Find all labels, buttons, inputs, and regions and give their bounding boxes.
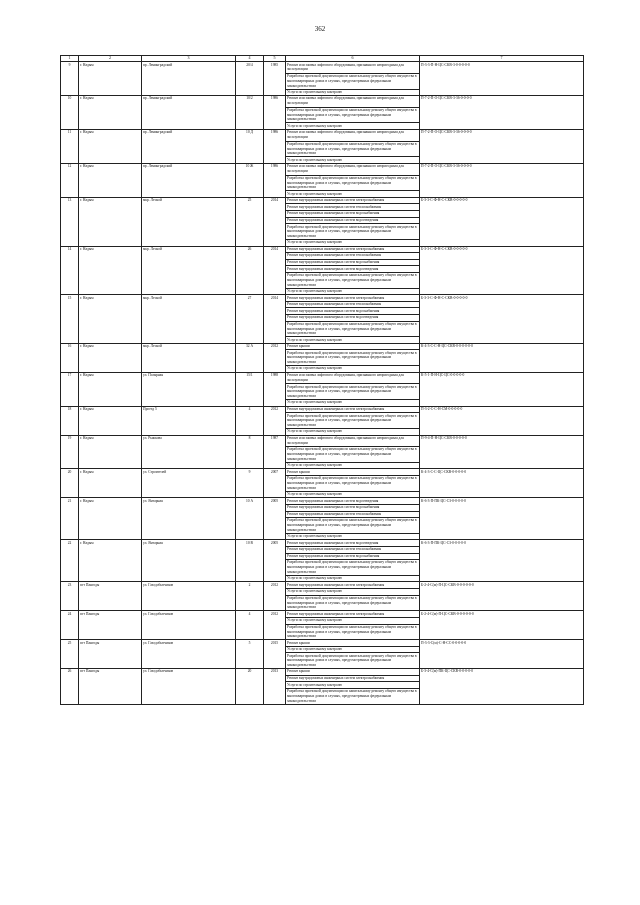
house-number: 20/4 bbox=[236, 62, 264, 96]
work-type: Разработка проектной документации по капитальному ремонту общего имущества в многоквартирных домах в случаях, предусмотренных федеральным законодательством bbox=[286, 272, 420, 288]
build-year: 1988 bbox=[264, 372, 286, 406]
work-type: Ремонт или замена лифтового оборудования, признанного непригодным для эксплуатации bbox=[286, 163, 420, 175]
build-year: 1986 bbox=[264, 130, 286, 164]
work-type: Ремонт крыши bbox=[286, 669, 420, 676]
work-type: Ремонт крыши bbox=[286, 469, 420, 476]
city: пгт Пангоды bbox=[79, 611, 142, 640]
work-type: Услуги по строительному контролю bbox=[286, 400, 420, 407]
row-number: 9 bbox=[61, 62, 79, 96]
house-number: 4 bbox=[236, 611, 264, 640]
row-number: 14 bbox=[61, 246, 79, 295]
work-type: Ремонт внутридомовых инженерных систем теплоснабжения bbox=[286, 253, 420, 260]
column-number: 5 bbox=[264, 56, 286, 62]
house-row bbox=[61, 246, 584, 253]
work-type: Ремонт или замена лифтового оборудования, признанного непригодным для эксплуатации bbox=[286, 435, 420, 447]
row-number: 10 bbox=[61, 96, 79, 130]
work-type: Ремонт или замена лифтового оборудования, признанного непригодным для эксплуатации bbox=[286, 130, 420, 142]
work-type: Разработка проектной документации по капитальному ремонту общего имущества в многоквартирных домах в случаях, предусмотренных федеральным законодательством bbox=[286, 653, 420, 669]
work-type: Разработка проектной документации по капитальному ремонту общего имущества в многоквартирных домах в случаях, предусмотренных федеральным законодательством bbox=[286, 476, 420, 492]
street: мкр. Лесной bbox=[142, 295, 236, 344]
build-year: 1986 bbox=[264, 163, 286, 197]
build-year: 2012 bbox=[264, 582, 286, 611]
house-row bbox=[61, 62, 584, 74]
work-type: Ремонт внутридомовых инженерных систем электроснабжения bbox=[286, 197, 420, 204]
work-type: Ремонт внутридомовых инженерных систем водоотведения bbox=[286, 498, 420, 505]
house-row bbox=[61, 469, 584, 476]
page-number: 362 bbox=[314, 25, 326, 33]
build-year: 2005 bbox=[264, 498, 286, 540]
work-type: Разработка проектной документации по капитальному ремонту общего имущества в многоквартирных домах в случаях, предусмотренных федеральным законодательством bbox=[286, 518, 420, 534]
work-type: Ремонт внутридомовых инженерных систем водоснабжения bbox=[286, 504, 420, 511]
street: ул. Строителей bbox=[142, 469, 236, 498]
work-type: Разработка проектной документации по капитальному ремонту общего имущества в многоквартирных домах в случаях, предусмотренных федеральным законодательством bbox=[286, 624, 420, 640]
street: пр. Ленинградский bbox=[142, 130, 236, 164]
work-type: Разработка проектной документации по капитальному ремонту общего имущества в многоквартирных домах в случаях, предусмотренных федеральным законодательством bbox=[286, 321, 420, 337]
city: г. Надым bbox=[79, 435, 142, 469]
house-row bbox=[61, 295, 584, 302]
building-code: П-7-2-П-О-ЦС-СКВ-3-36-0-0-0-0 bbox=[420, 96, 584, 130]
house-number: 8 bbox=[236, 435, 264, 469]
city: г. Надым bbox=[79, 540, 142, 582]
house-row bbox=[61, 582, 584, 589]
house-row bbox=[61, 640, 584, 647]
work-type: Услуги по строительному контролю bbox=[286, 191, 420, 198]
house-number: 10 В bbox=[236, 540, 264, 582]
work-type: Услуги по строительному контролю bbox=[286, 682, 420, 689]
building-code: П-3-3-С(м)-С-Н-СС-0-0-0-0-0 bbox=[420, 640, 584, 669]
build-year: 2012 bbox=[264, 611, 286, 640]
work-type: Ремонт внутридомовых инженерных систем электроснабжения bbox=[286, 295, 420, 302]
work-type: Ремонт внутридомовых инженерных систем теплоснабжения bbox=[286, 204, 420, 211]
work-type: Услуги по строительному контролю bbox=[286, 123, 420, 130]
building-code: Б-3-4-С(м)-ПК-ЦС-СКВ-0-0-0-0-0 bbox=[420, 669, 584, 704]
house-row bbox=[61, 163, 584, 175]
work-type: Разработка проектной документации по капитальному ремонту общего имущества в многоквартирных домах в случаях, предусмотренных федеральным законодательством bbox=[286, 107, 420, 123]
work-type: Услуги по строительному контролю bbox=[286, 428, 420, 435]
work-type: Ремонт внутридомовых инженерных систем водоснабжения bbox=[286, 553, 420, 560]
work-type: Услуги по строительному контролю bbox=[286, 617, 420, 624]
work-type: Разработка проектной документации по капитальному ремонту общего имущества в многоквартирных домах в случаях, предусмотренных федеральным законодательством bbox=[286, 73, 420, 89]
row-number: 25 bbox=[61, 640, 79, 669]
house-number: 5 bbox=[236, 640, 264, 669]
row-number: 16 bbox=[61, 343, 79, 372]
row-number: 13 bbox=[61, 197, 79, 246]
build-year: 2013 bbox=[264, 669, 286, 704]
work-type: Ремонт внутридомовых инженерных систем электроснабжения bbox=[286, 675, 420, 682]
build-year: 1985 bbox=[264, 62, 286, 96]
work-type: Ремонт внутридомовых инженерных систем теплоснабжения bbox=[286, 511, 420, 518]
city: пгт Пангоды bbox=[79, 640, 142, 669]
building-code: К-6-3-П-ПК-ЦС-СЗ-0-0-0-0-0 bbox=[420, 498, 584, 540]
building-code: Б-3-3-С-Ф-Н-С-СКВ-0-0-0-0-0 bbox=[420, 246, 584, 295]
house-number: 2 bbox=[236, 582, 264, 611]
house-number: 9 bbox=[236, 469, 264, 498]
house-row bbox=[61, 372, 584, 384]
build-year: 2014 bbox=[264, 246, 286, 295]
street: ул. Рыжкова bbox=[142, 435, 236, 469]
column-number: 4 bbox=[236, 56, 264, 62]
city: г. Надым bbox=[79, 343, 142, 372]
house-row bbox=[61, 540, 584, 547]
work-type: Разработка проектной документации по капитальному ремонту общего имущества в многоквартирных домах в случаях, предусмотренных федеральным законодательством bbox=[286, 175, 420, 191]
building-code: К-5-1-П-Н-ЦС-ЦС-0-0-0-0-0 bbox=[420, 372, 584, 406]
building-code: П-3-3-П-Н-ЦС-СКВ-3-0-0-0-0-0 bbox=[420, 62, 584, 96]
house-row bbox=[61, 611, 584, 618]
row-number: 26 bbox=[61, 669, 79, 704]
house-number: 20 bbox=[236, 669, 264, 704]
street: ул. Газодобытчиков bbox=[142, 640, 236, 669]
work-type: Разработка проектной документации по капитальному ремонту общего имущества в многоквартирных домах в случаях, предусмотренных федеральным законодательством bbox=[286, 560, 420, 576]
work-type: Ремонт или замена лифтового оборудования, признанного непригодным для эксплуатации bbox=[286, 372, 420, 384]
building-code: П-9-4-П-Н-ЦС-СКВ-0-0-0-0-0 bbox=[420, 435, 584, 469]
house-number: 4 bbox=[236, 406, 264, 435]
work-type: Услуги по строительному контролю bbox=[286, 239, 420, 246]
city: пгт Пангоды bbox=[79, 669, 142, 704]
city: г. Надым bbox=[79, 130, 142, 164]
city: г. Надым bbox=[79, 372, 142, 406]
house-row bbox=[61, 669, 584, 676]
street: мкр. Лесной bbox=[142, 246, 236, 295]
house-number: 15/1 bbox=[236, 372, 264, 406]
city: г. Надым bbox=[79, 62, 142, 96]
city: пгт Пангоды bbox=[79, 582, 142, 611]
house-row bbox=[61, 498, 584, 505]
work-type: Ремонт внутридомовых инженерных систем электроснабжения bbox=[286, 611, 420, 618]
building-code: К-4-3-С-С-ЦС-СКВ-0-0-0-0-0 bbox=[420, 469, 584, 498]
work-type: Ремонт внутридомовых инженерных систем электроснабжения bbox=[286, 246, 420, 253]
work-type: Ремонт внутридомовых инженерных систем водоотведения bbox=[286, 540, 420, 547]
house-row bbox=[61, 130, 584, 142]
house-number: 26 bbox=[236, 246, 264, 295]
work-type: Разработка проектной документации по капитальному ремонту общего имущества в многоквартирных домах в случаях, предусмотренных федеральным законодательством bbox=[286, 350, 420, 366]
street: Проезд 5 bbox=[142, 406, 236, 435]
city: г. Надым bbox=[79, 163, 142, 197]
work-type: Ремонт или замена лифтового оборудования, признанного непригодным для эксплуатации bbox=[286, 62, 420, 74]
building-code: П-7-2-П-О-ЦС-СКВ-3-36-0-0-0-0 bbox=[420, 163, 584, 197]
city: г. Надым bbox=[79, 498, 142, 540]
row-number: 15 bbox=[61, 295, 79, 344]
work-type: Разработка проектной документации по капитальному ремонту общего имущества в многоквартирных домах в случаях, предусмотренных федеральным законодательством bbox=[286, 447, 420, 463]
build-year: 2015 bbox=[264, 640, 286, 669]
house-number: 25 bbox=[236, 197, 264, 246]
row-number: 17 bbox=[61, 372, 79, 406]
building-code: Б-2-4-С(м)-П-ЦС-СКВ-0-0-0-0-0-0 bbox=[420, 611, 584, 640]
column-number: 2 bbox=[79, 56, 142, 62]
city: г. Надым bbox=[79, 96, 142, 130]
work-type: Услуги по строительному контролю bbox=[286, 366, 420, 373]
street: ул. Газодобытчиков bbox=[142, 611, 236, 640]
street: ул. Полярная bbox=[142, 372, 236, 406]
house-row bbox=[61, 435, 584, 447]
work-type: Ремонт внутридомовых инженерных систем теплоснабжения bbox=[286, 301, 420, 308]
building-code: К-4-3-С-С-Н-ЦС-СКВ-0-0-0-0-0-0 bbox=[420, 343, 584, 372]
work-type: Ремонт внутридомовых инженерных систем теплоснабжения bbox=[286, 547, 420, 554]
work-type: Разработка проектной документации по капитальному ремонту общего имущества в многоквартирных домах в случаях, предусмотренных федеральным законодательством bbox=[286, 595, 420, 611]
column-number: 3 bbox=[142, 56, 236, 62]
build-year: 2014 bbox=[264, 295, 286, 344]
house-row bbox=[61, 96, 584, 108]
house-number: 10 Д bbox=[236, 130, 264, 164]
row-number: 24 bbox=[61, 611, 79, 640]
work-type: Разработка проектной документации по капитальному ремонту общего имущества в многоквартирных домах в случаях, предусмотренных федеральным законодательством bbox=[286, 384, 420, 400]
street: ул. Газодобытчиков bbox=[142, 669, 236, 704]
row-number: 11 bbox=[61, 130, 79, 164]
building-code: Б-3-3-С-Ф-Н-С-СКВ-0-0-0-0-0 bbox=[420, 295, 584, 344]
row-number: 18 bbox=[61, 406, 79, 435]
city: г. Надым bbox=[79, 406, 142, 435]
work-type: Разработка проектной документации по капитальному ремонту общего имущества в многоквартирных домах в случаях, предусмотренных федеральным законодательством bbox=[286, 413, 420, 429]
house-row bbox=[61, 406, 584, 413]
work-type: Ремонт крыши bbox=[286, 343, 420, 350]
house-number: 32 А bbox=[236, 343, 264, 372]
work-type: Ремонт или замена лифтового оборудования, признанного непригодным для эксплуатации bbox=[286, 96, 420, 108]
city: г. Надым bbox=[79, 469, 142, 498]
house-row bbox=[61, 343, 584, 350]
work-type: Разработка проектной документации по капитальному ремонту общего имущества в многоквартирных домах в случаях, предусмотренных федеральным законодательством bbox=[286, 688, 420, 704]
work-type: Услуги по строительному контролю bbox=[286, 575, 420, 582]
street: пр. Ленинградский bbox=[142, 62, 236, 96]
build-year: 2005 bbox=[264, 540, 286, 582]
house-number: 10 А bbox=[236, 498, 264, 540]
work-type: Ремонт крыши bbox=[286, 640, 420, 647]
work-type: Разработка проектной документации по капитальному ремонту общего имущества в многоквартирных домах в случаях, предусмотренных федеральным законодательством bbox=[286, 141, 420, 157]
work-type: Ремонт внутридомовых инженерных систем электроснабжения bbox=[286, 406, 420, 413]
work-type: Услуги по строительному контролю bbox=[286, 337, 420, 344]
street: пр. Ленинградский bbox=[142, 163, 236, 197]
building-code: П-3-2-С-С-Н-СМ-0-0-0-0-0 bbox=[420, 406, 584, 435]
street: ул. Газодобытчиков bbox=[142, 582, 236, 611]
build-year: 2014 bbox=[264, 197, 286, 246]
column-number: 6 bbox=[286, 56, 420, 62]
work-type: Услуги по строительному контролю bbox=[286, 89, 420, 96]
build-year: 2012 bbox=[264, 406, 286, 435]
column-number: 7 bbox=[420, 56, 584, 62]
row-number: 21 bbox=[61, 498, 79, 540]
building-code: К-6-3-П-ПК-ЦС-СЗ-0-0-0-0-0 bbox=[420, 540, 584, 582]
work-plan-table bbox=[60, 55, 584, 705]
street: ул. Янтарная bbox=[142, 540, 236, 582]
building-code: Б-3-3-С-Ф-Н-С-СКВ-0-0-0-0-0 bbox=[420, 197, 584, 246]
city: г. Надым bbox=[79, 295, 142, 344]
work-type: Ремонт внутридомовых инженерных систем водоснабжения bbox=[286, 259, 420, 266]
work-type: Разработка проектной документации по капитальному ремонту общего имущества в многоквартирных домах в случаях, предусмотренных федеральным законодательством bbox=[286, 224, 420, 240]
street: ул. Янтарная bbox=[142, 498, 236, 540]
build-year: 2007 bbox=[264, 469, 286, 498]
build-year: 1987 bbox=[264, 435, 286, 469]
work-type: Ремонт внутридомовых инженерных систем водоотведения bbox=[286, 314, 420, 321]
work-type: Услуги по строительному контролю bbox=[286, 646, 420, 653]
street: мкр. Лесной bbox=[142, 343, 236, 372]
house-number: 10/2 bbox=[236, 96, 264, 130]
work-type: Услуги по строительному контролю bbox=[286, 288, 420, 295]
work-type: Ремонт внутридомовых инженерных систем электроснабжения bbox=[286, 582, 420, 589]
row-number: 22 bbox=[61, 540, 79, 582]
row-number: 19 bbox=[61, 435, 79, 469]
column-number: 1 bbox=[61, 56, 79, 62]
build-year: 2012 bbox=[264, 343, 286, 372]
city: г. Надым bbox=[79, 246, 142, 295]
house-number: 10 Ж bbox=[236, 163, 264, 197]
building-code: Б-2-4-С(м)-П-ЦС-СКВ-0-0-0-0-0-0 bbox=[420, 582, 584, 611]
row-number: 23 bbox=[61, 582, 79, 611]
street: мкр. Лесной bbox=[142, 197, 236, 246]
work-type: Ремонт внутридомовых инженерных систем водоотведения bbox=[286, 266, 420, 273]
city: г. Надым bbox=[79, 197, 142, 246]
build-year: 1986 bbox=[264, 96, 286, 130]
work-type: Ремонт внутридомовых инженерных систем водоотведения bbox=[286, 217, 420, 224]
house-row bbox=[61, 197, 584, 204]
work-type: Ремонт внутридомовых инженерных систем водоснабжения bbox=[286, 211, 420, 218]
work-type: Услуги по строительному контролю bbox=[286, 157, 420, 164]
work-type: Услуги по строительному контролю bbox=[286, 462, 420, 469]
row-number: 20 bbox=[61, 469, 79, 498]
row-number: 12 bbox=[61, 163, 79, 197]
building-code: П-7-2-П-О-ЦС-СКВ-3-36-0-0-0-0 bbox=[420, 130, 584, 164]
work-type: Ремонт внутридомовых инженерных систем водоснабжения bbox=[286, 308, 420, 315]
work-type: Услуги по строительному контролю bbox=[286, 491, 420, 498]
street: пр. Ленинградский bbox=[142, 96, 236, 130]
house-number: 27 bbox=[236, 295, 264, 344]
work-type: Услуги по строительному контролю bbox=[286, 589, 420, 596]
work-type: Услуги по строительному контролю bbox=[286, 533, 420, 540]
